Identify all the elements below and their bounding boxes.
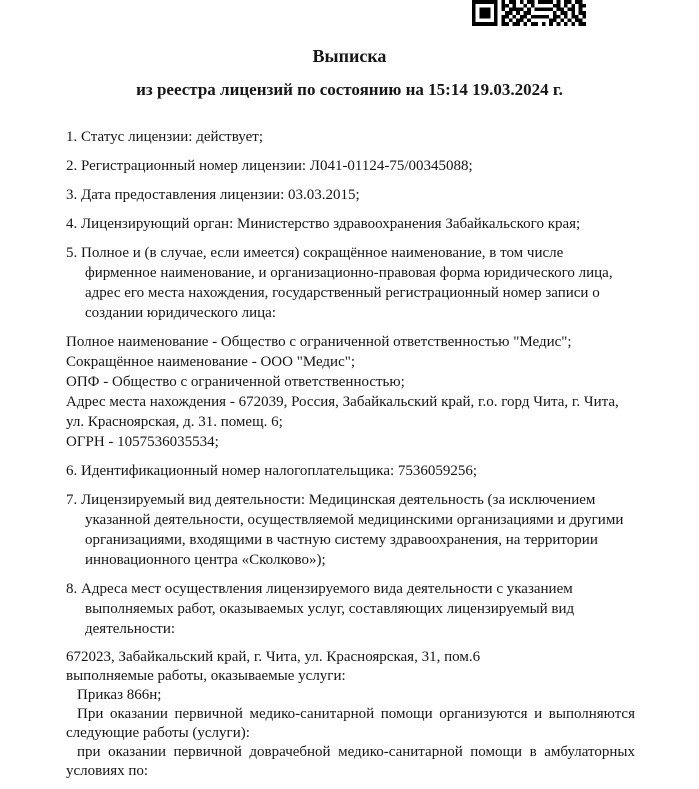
item-number: 2. xyxy=(66,158,78,174)
item-grant-date xyxy=(66,185,635,205)
item-taxpayer-id xyxy=(66,461,635,481)
organization-full-name: Полное наименование - Общество с ограниченной ответственностью "Медис"; xyxy=(66,334,572,350)
organization-ogrn: ОГРН - 1057536035534; xyxy=(66,434,219,450)
organization-address: Адрес места нахождения - 672039, Россия, Забайкальский край, г.о. горд Чита, г. Чита, ул. Красноярская, д. 31. помещ. 6; xyxy=(66,394,619,430)
item-licensing-authority xyxy=(66,214,635,234)
document-title: Выписка xyxy=(312,46,387,66)
activity-address: 672023, Забайкальский край, г. Чита, ул. Красноярская, 31, пом.6 xyxy=(66,649,481,665)
activity-works-label: выполняемые работы, оказываемые услуги: xyxy=(66,668,346,684)
item-organization-naming xyxy=(66,243,635,323)
item-text: Статус лицензии: действует; xyxy=(81,129,263,145)
activity-details-block xyxy=(66,648,635,781)
organization-details-block xyxy=(66,332,635,452)
item-number: 7. xyxy=(66,492,78,508)
item-number: 6. xyxy=(66,463,78,479)
activity-pre-medical-care: при оказании первичной доврачебной медико-санитарной помощи в амбулаторных условиях по: xyxy=(66,744,635,779)
document-header xyxy=(0,0,699,100)
activity-primary-care: При оказании первичной медико-санитарной помощи организуются и выполняются следующие работы (услуги): xyxy=(66,706,635,741)
item-number: 8. xyxy=(66,581,78,597)
item-text: Регистрационный номер лицензии: Л041-01124-75/00345088; xyxy=(81,158,473,174)
item-number: 5. xyxy=(66,245,78,261)
activity-order: Приказ 866н; xyxy=(77,687,162,703)
item-text: Лицензирующий орган: Министерство здравоохранения Забайкальского края; xyxy=(81,216,581,232)
organization-short-name: Сокращённое наименование - ООО "Медис"; xyxy=(66,354,356,370)
document-subtitle: из реестра лицензий по состоянию на 15:14 19.03.2024 г. xyxy=(136,80,563,99)
item-number: 3. xyxy=(66,187,78,203)
item-license-status xyxy=(66,127,635,147)
organization-legal-form: ОПФ - Общество с ограниченной ответственностью; xyxy=(66,374,405,390)
document-body xyxy=(0,100,699,781)
item-text: Адреса мест осуществления лицензируемого вида деятельности с указанием выполняемых работ, оказываемых услуг, составляющих лицензируемый вид деятельности: xyxy=(81,581,575,637)
item-text: Полное и (в случае, если имеется) сокращённое наименование, в том числе фирменное наименование, и организационно-правовая форма юридического лица, адрес его места нахождения, государственный регистрационный номер записи о создании юридического лица: xyxy=(81,245,613,321)
qr-code-icon xyxy=(472,0,586,26)
item-number: 1. xyxy=(66,129,78,145)
item-registration-number xyxy=(66,156,635,176)
item-activity-addresses xyxy=(66,579,635,639)
item-text: Идентификационный номер налогоплательщика: 7536059256; xyxy=(81,463,478,479)
item-text: Дата предоставления лицензии: 03.03.2015; xyxy=(81,187,360,203)
item-text: Лицензируемый вид деятельности: Медицинская деятельность (за исключением указанной деятельности, осуществляемой медицинскими организациями и другими организациями, входящими в частную систему здравоохранения, на территории инновационного центра «Сколково»); xyxy=(81,492,624,568)
item-number: 4. xyxy=(66,216,78,232)
item-licensed-activity xyxy=(66,490,635,570)
